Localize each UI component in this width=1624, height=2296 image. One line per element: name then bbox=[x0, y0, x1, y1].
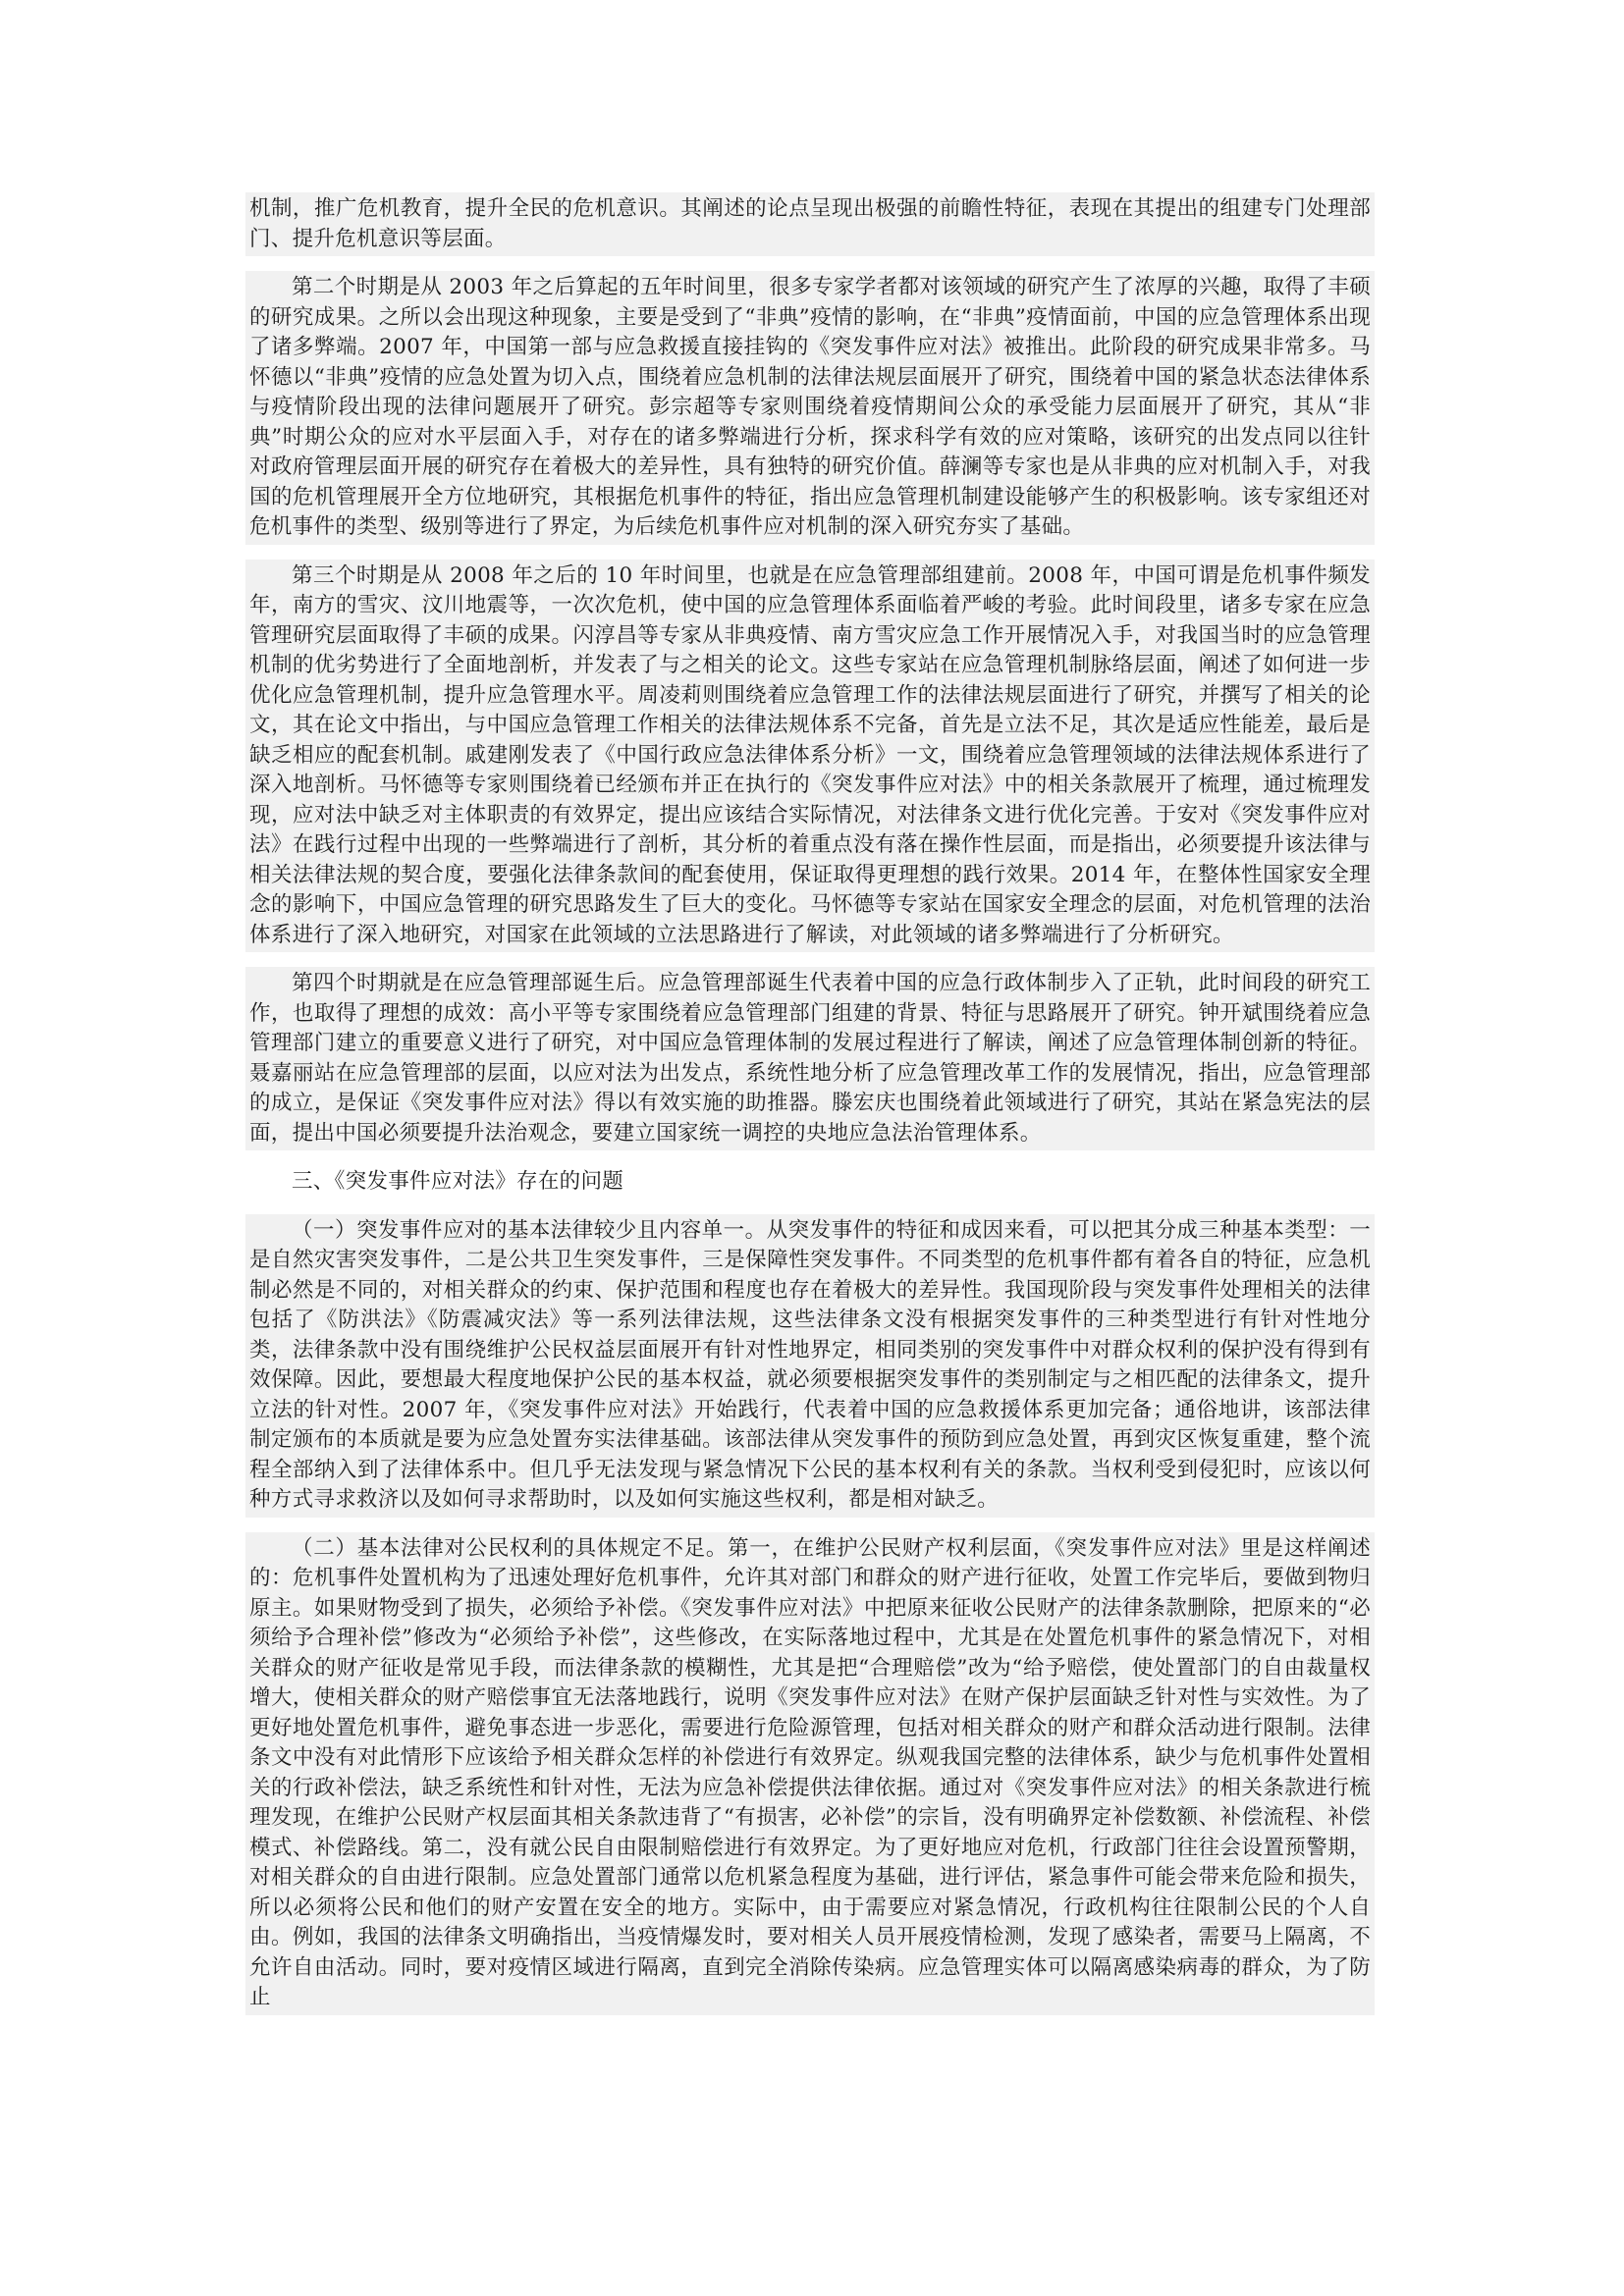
paragraph-second-period: 第二个时期是从 2003 年之后算起的五年时间里，很多专家学者都对该领域的研究产生了浓厚的兴趣，取得了丰硕的研究成果。之所以会出现这种现象，主要是受到了“非典”疫情的影响，在“非典”疫情面前，中国的应急管理体系出现了诸多弊端。2007 年，中国第一部与应急救援直接挂钩的《突发事件应对法》被推出。此阶段的研究成果非常多。马怀德以“非典”疫情的应急处置为切入点，围绕着应急机制的法律法规层面展开了研究，围绕着中国的紧急状态法律体系与疫情阶段出现的法律问题展开了研究。彭宗超等专家则围绕着疫情期间公众的承受能力层面展开了研究，其从“非典”时期公众的应对水平层面入手，对存在的诸多弊端进行分析，探求科学有效的应对策略，该研究的出发点同以往针对政府管理层面开展的研究存在着极大的差异性，具有独特的研究价值。薛澜等专家也是从非典的应对机制入手，对我国的危机管理展开全方位地研究，其根据危机事件的特征，指出应急管理机制建设能够产生的积极影响。该专家组还对危机事件的类型、级别等进行了界定，为后续危机事件应对机制的深入研究夯实了基础。 bbox=[245, 271, 1375, 545]
section-heading: 三、《突发事件应对法》存在的问题 bbox=[245, 1165, 1375, 1200]
paragraph-fourth-period: 第四个时期就是在应急管理部诞生后。应急管理部诞生代表着中国的应急行政体制步入了正轨，此时间段的研究工作，也取得了理想的成效：高小平等专家围绕着应急管理部门组建的背景、特征与思路展开了研究。钟开斌围绕着应急管理部门建立的重要意义进行了研究，对中国应急管理体制的发展过程进行了解读，阐述了应急管理体制创新的特征。聂嘉丽站在应急管理部的层面，以应对法为出发点，系统性地分析了应急管理改革工作的发展情况，指出，应急管理部的成立，是保证《突发事件应对法》得以有效实施的助推器。滕宏庆也围绕着此领域进行了研究，其站在紧急宪法的层面，提出中国必须要提升法治观念，要建立国家统一调控的央地应急法治管理体系。 bbox=[245, 967, 1375, 1150]
paragraph-issue-one: （一）突发事件应对的基本法律较少且内容单一。从突发事件的特征和成因来看，可以把其分成三种基本类型：一是自然灾害突发事件，二是公共卫生突发事件，三是保障性突发事件。不同类型的危机事件都有着各自的特征，应急机制必然是不同的，对相关群众的约束、保护范围和程度也存在着极大的差异性。我国现阶段与突发事件处理相关的法律包括了《防洪法》《防震减灾法》等一系列法律法规，这些法律条文没有根据突发事件的三种类型进行有针对性地分类，法律条款中没有围绕维护公民权益层面展开有针对性地界定，相同类别的突发事件中对群众权利的保护没有得到有效保障。因此，要想最大程度地保护公民的基本权益，就必须要根据突发事件的类别制定与之相匹配的法律条文，提升立法的针对性。2007 年，《突发事件应对法》开始践行，代表着中国的应急救援体系更加完备；通俗地讲，该部法律制定颁布的本质就是要为应急处置夯实法律基础。该部法律从突发事件的预防到应急处置，再到灾区恢复重建，整个流程全部纳入到了法律体系中。但几乎无法发现与紧急情况下公民的基本权利有关的条款。当权利受到侵犯时，应该以何种方式寻求救济以及如何寻求帮助时，以及如何实施这些权利，都是相对缺乏。 bbox=[245, 1214, 1375, 1518]
paragraph-continuation: 机制，推广危机教育，提升全民的危机意识。其阐述的论点呈现出极强的前瞻性特征，表现在其提出的组建专门处理部门、提升危机意识等层面。 bbox=[245, 192, 1375, 256]
paragraph-third-period: 第三个时期是从 2008 年之后的 10 年时间里，也就是在应急管理部组建前。2008 年，中国可谓是危机事件频发年，南方的雪灾、汶川地震等，一次次危机，使中国的应急管理体系面临着严峻的考验。此时间段里，诸多专家在应急管理研究层面取得了丰硕的成果。闪淳昌等专家从非典疫情、南方雪灾应急工作开展情况入手，对我国当时的应急管理机制的优劣势进行了全面地剖析，并发表了与之相关的论文。这些专家站在应急管理机制脉络层面，阐述了如何进一步优化应急管理机制，提升应急管理水平。周凌莉则围绕着应急管理工作的法律法规层面进行了研究，并撰写了相关的论文，其在论文中指出，与中国应急管理工作相关的法律法规体系不完备，首先是立法不足，其次是适应性能差，最后是缺乏相应的配套机制。戚建刚发表了《中国行政应急法律体系分析》一文，围绕着应急管理领域的法律法规体系进行了深入地剖析。马怀德等专家则围绕着已经颁布并正在执行的《突发事件应对法》中的相关条款展开了梳理，通过梳理发现，应对法中缺乏对主体职责的有效界定，提出应该结合实际情况，对法律条文进行优化完善。于安对《突发事件应对法》在践行过程中出现的一些弊端进行了剖析，其分析的着重点没有落在操作性层面，而是指出，必须要提升该法律与相关法律法规的契合度，要强化法律条款间的配套使用，保证取得更理想的践行效果。2014 年，在整体性国家安全理念的影响下，中国应急管理的研究思路发生了巨大的变化。马怀德等专家站在国家安全理念的层面，对危机管理的法治体系进行了深入地研究，对国家在此领域的立法思路进行了解读，对此领域的诸多弊端进行了分析研究。 bbox=[245, 560, 1375, 953]
document-page bbox=[245, 192, 1375, 2030]
paragraph-issue-two: （二）基本法律对公民权利的具体规定不足。第一，在维护公民财产权利层面，《突发事件应对法》里是这样阐述的：危机事件处置机构为了迅速处理好危机事件，允许其对部门和群众的财产进行征收，处置工作完毕后，要做到物归原主。如果财物受到了损失，必须给予补偿。《突发事件应对法》中把原来征收公民财产的法律条款删除，把原来的“必须给予合理补偿”修改为“必须给予补偿”，这些修改，在实际落地过程中，尤其是在处置危机事件的紧急情况下，对相关群众的财产征收是常见手段，而法律条款的模糊性，尤其是把“合理赔偿”改为“给予赔偿，使处置部门的自由裁量权增大，使相关群众的财产赔偿事宜无法落地践行，说明《突发事件应对法》在财产保护层面缺乏针对性与实效性。为了更好地处置危机事件，避免事态进一步恶化，需要进行危险源管理，包括对相关群众的财产和群众活动进行限制。法律条文中没有对此情形下应该给予相关群众怎样的补偿进行有效界定。纵观我国完整的法律体系，缺少与危机事件处置相关的行政补偿法，缺乏系统性和针对性，无法为应急补偿提供法律依据。通过对《突发事件应对法》的相关条款进行梳理发现，在维护公民财产权层面其相关条款违背了“有损害，必补偿”的宗旨，没有明确界定补偿数额、补偿流程、补偿模式、补偿路线。第二，没有就公民自由限制赔偿进行有效界定。为了更好地应对危机，行政部门往往会设置预警期，对相关群众的自由进行限制。应急处置部门通常以危机紧急程度为基础，进行评估，紧急事件可能会带来危险和损失，所以必须将公民和他们的财产安置在安全的地方。实际中，由于需要应对紧急情况，行政机构往往限制公民的个人自由。例如，我国的法律条文明确指出，当疫情爆发时，要对相关人员开展疫情检测，发现了感染者，需要马上隔离，不允许自由活动。同时，要对疫情区域进行隔离，直到完全消除传染病。应急管理实体可以隔离感染病毒的群众，为了防止 bbox=[245, 1532, 1375, 2015]
